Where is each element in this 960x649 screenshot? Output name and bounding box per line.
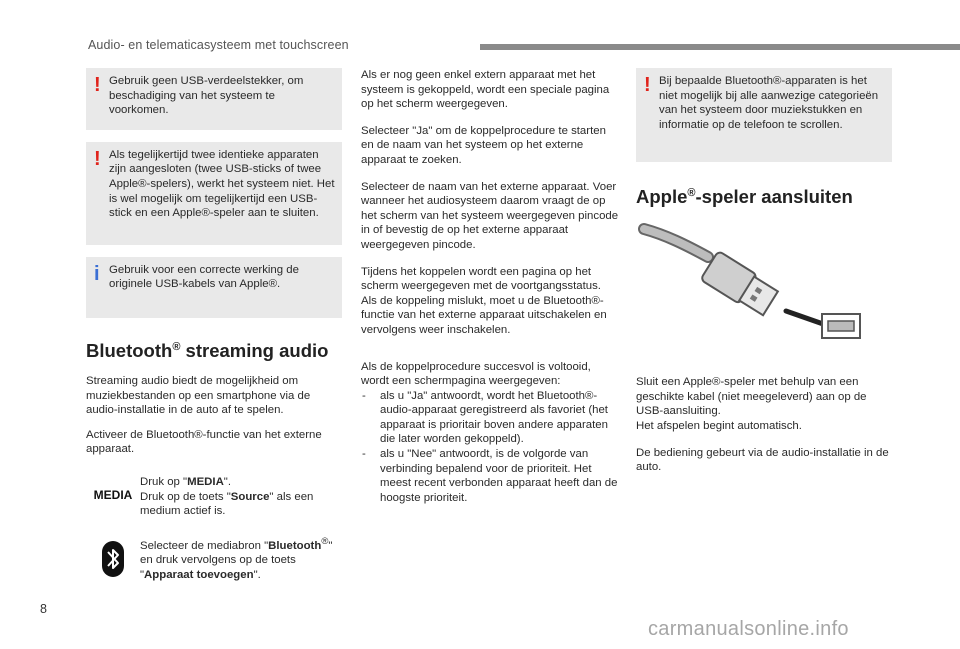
column-1	[86, 68, 342, 594]
paragraph: Sluit een Apple®-speler met behulp van een geschikte kabel (niet meegeleverd) aan op de USB-aansluiting.	[636, 376, 867, 418]
paragraph: De bediening gebeurt via de audio-installatie in de auto.	[636, 446, 889, 474]
step-media	[86, 475, 342, 519]
step-text: Selecteer de mediabron "Bluetooth®" en druk vervolgens op de toets "Apparaat toevoegen".	[140, 535, 333, 581]
usb-port-icon	[822, 314, 860, 338]
list-item: - als u "Nee" antwoordt, is de volgorde van verbinding bepalend voor de prioriteit. Het meest recent verbonden apparaat heeft dan de hoogste prioriteit.	[361, 447, 619, 505]
watermark: carmanualsonline.info	[648, 618, 849, 640]
warning-icon: !	[644, 74, 651, 96]
note-text: Bij bepaalde Bluetooth®-apparaten is het niet mogelijk bij alle aanwezige categorieën van het systeem door muziekstukken en informatie op de telefoon te scrollen.	[659, 75, 879, 131]
paragraph: Activeer de Bluetooth®-functie van het externe apparaat.	[86, 428, 322, 456]
bluetooth-icon	[102, 541, 124, 577]
column-2	[361, 68, 619, 505]
step-bluetooth	[86, 535, 342, 583]
paragraph: Tijdens het koppelen wordt een pagina op het scherm weergegeven met de voortgangsstatus.	[361, 265, 601, 293]
header-bar	[480, 44, 960, 50]
paragraph: Als de koppeling mislukt, moet u de Bluetooth®-functie van het externe apparaat uitschakelen en vervolgens weer inschakelen.	[361, 294, 607, 336]
note-text: Gebruik geen USB-verdeelstekker, om beschadiging van het systeem te voorkomen.	[109, 75, 304, 117]
step-text: Druk op "MEDIA". Druk op de toets "Source" als een medium actief is.	[140, 476, 314, 518]
column-3	[636, 68, 892, 485]
result-list	[361, 389, 619, 506]
paragraph: Streaming audio biedt de mogelijkheid om muziekbestanden op een smartphone via de audio-installatie in de auto af te spelen.	[86, 375, 311, 417]
paragraph: Als de koppelprocedure succesvol is voltooid, wordt een schermpagina weergegeven:	[361, 360, 591, 388]
paragraph: Als er nog geen enkel extern apparaat met het systeem is gekoppeld, wordt een speciale pagina op het scherm weergegeven.	[361, 69, 610, 111]
section-title-apple: Apple®-speler aansluiten	[636, 186, 853, 208]
page-header-title: Audio- en telematicasysteem met touchscreen	[88, 38, 349, 52]
warning-icon: !	[94, 147, 101, 170]
note-text: Als tegelijkertijd twee identieke apparaten zijn aangesloten (twee USB-sticks of twee Apple®-spelers), werkt het systeem niet. Het is wel mogelijk om tegelijkertijd een USB-stick en een Apple®-speler aan te sluiten.	[109, 148, 335, 220]
info-icon: i	[94, 262, 100, 285]
page-number: 8	[40, 602, 47, 616]
paragraph: Selecteer "Ja" om de koppelprocedure te starten en de naam van het systeem op het externe apparaat te zoeken.	[361, 124, 606, 166]
warning-note-identical-devices	[86, 142, 342, 245]
note-text: Gebruik voor een correcte werking de originele USB-kabels van Apple®.	[109, 263, 299, 291]
media-button-label: MEDIA	[93, 488, 133, 503]
list-item: - als u "Ja" antwoordt, wordt het Bluetooth®-audio-apparaat geregistreerd als favoriet (het apparaat is prioritair boven andere apparaten die later worden gekoppeld).	[361, 389, 619, 447]
warning-icon: !	[94, 74, 101, 96]
paragraph: Selecteer de naam van het externe apparaat. Voer wanneer het audiosysteem daarom vraagt de op het scherm van het systeem weergegeven pincode in of bevestig de op het externe apparaat weergegeven pincode.	[361, 180, 619, 251]
info-note-usb-cables	[86, 257, 342, 318]
paragraph: Het afspelen begint automatisch.	[636, 419, 802, 432]
warning-note-bluetooth-scroll	[636, 68, 892, 162]
usb-cable-icon	[644, 229, 779, 318]
warning-note-usb-splitter	[86, 68, 342, 130]
usb-illustration	[636, 221, 892, 361]
section-title-bluetooth: Bluetooth® streaming audio	[86, 340, 329, 362]
